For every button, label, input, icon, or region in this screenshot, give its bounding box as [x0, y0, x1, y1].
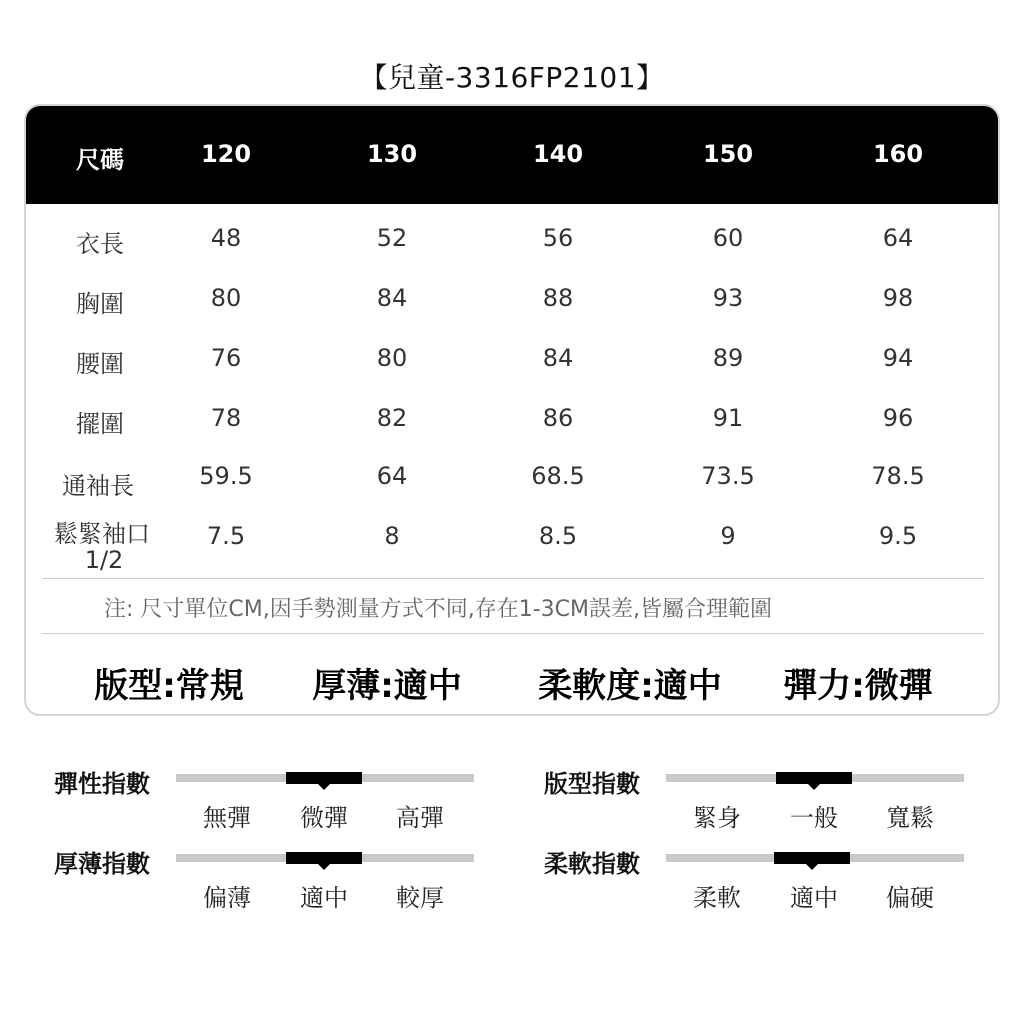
size-header-140: 140 — [532, 140, 584, 168]
table-cell: 84 — [542, 344, 574, 372]
index-label: 版型指數 — [544, 770, 640, 798]
table-cell: 76 — [210, 344, 242, 372]
row-label-line2: 1/2 — [84, 546, 124, 574]
index-marker — [286, 772, 362, 784]
table-cell: 94 — [882, 344, 914, 372]
index-marker — [776, 772, 852, 784]
table-cell: 78.5 — [871, 462, 925, 490]
table-cell: 7.5 — [206, 522, 246, 550]
table-cell: 80 — [376, 344, 408, 372]
size-chart-card — [24, 104, 1000, 716]
index-option: 適中 — [300, 884, 348, 912]
table-cell: 60 — [712, 224, 744, 252]
row-label: 擺圍 — [76, 410, 124, 438]
row-label: 腰圍 — [76, 350, 124, 378]
table-cell: 9.5 — [878, 522, 918, 550]
index-option: 一般 — [790, 804, 838, 832]
table-cell: 93 — [712, 284, 744, 312]
index-option: 微彈 — [300, 804, 348, 832]
summary-elasticity: 彈力:微彈 — [783, 666, 933, 706]
table-cell: 86 — [542, 404, 574, 432]
table-cell: 73.5 — [701, 462, 755, 490]
row-label: 鬆緊袖口 — [54, 520, 150, 548]
table-cell: 84 — [376, 284, 408, 312]
size-header-160: 160 — [872, 140, 924, 168]
table-cell: 64 — [882, 224, 914, 252]
table-cell: 82 — [376, 404, 408, 432]
table-cell: 9 — [720, 522, 736, 550]
table-cell: 8.5 — [538, 522, 578, 550]
table-cell: 68.5 — [531, 462, 585, 490]
table-cell: 89 — [712, 344, 744, 372]
table-cell: 59.5 — [199, 462, 253, 490]
page-title: 【兒童-3316FP2101】 — [359, 61, 665, 94]
size-header-label: 尺碼 — [76, 146, 124, 174]
size-header-150: 150 — [702, 140, 754, 168]
index-marker — [774, 852, 850, 864]
row-label: 胸圍 — [76, 290, 124, 318]
table-cell: 52 — [376, 224, 408, 252]
index-label: 厚薄指數 — [54, 850, 150, 878]
index-option: 高彈 — [396, 804, 444, 832]
table-cell: 8 — [384, 522, 400, 550]
measurement-note: 注: 尺寸單位CM,因手勢測量方式不同,存在1-3CM誤差,皆屬合理範圍 — [104, 597, 773, 622]
index-option: 無彈 — [203, 804, 251, 832]
index-option: 偏硬 — [886, 884, 934, 912]
table-cell: 96 — [882, 404, 914, 432]
table-cell: 98 — [882, 284, 914, 312]
index-marker — [286, 852, 362, 864]
table-cell: 56 — [542, 224, 574, 252]
size-header-130: 130 — [366, 140, 418, 168]
row-label: 衣長 — [76, 230, 124, 258]
index-option: 偏薄 — [203, 884, 251, 912]
row-label: 通袖長 — [62, 472, 134, 500]
size-header-row — [26, 106, 998, 204]
index-label: 柔軟指數 — [544, 850, 640, 878]
index-option: 緊身 — [693, 804, 741, 832]
index-option: 較厚 — [396, 884, 444, 912]
index-option: 適中 — [790, 884, 838, 912]
summary-fit: 版型:常規 — [94, 666, 244, 706]
summary-softness: 柔軟度:適中 — [538, 666, 722, 706]
summary-thickness: 厚薄:適中 — [312, 666, 462, 706]
table-cell: 78 — [210, 404, 242, 432]
table-cell: 64 — [376, 462, 408, 490]
divider — [42, 633, 984, 634]
table-cell: 91 — [712, 404, 744, 432]
index-option: 寬鬆 — [886, 804, 934, 832]
divider — [42, 578, 984, 579]
table-cell: 48 — [210, 224, 242, 252]
size-header-120: 120 — [200, 140, 252, 168]
index-option: 柔軟 — [693, 884, 741, 912]
table-cell: 80 — [210, 284, 242, 312]
index-label: 彈性指數 — [54, 770, 150, 798]
table-cell: 88 — [542, 284, 574, 312]
